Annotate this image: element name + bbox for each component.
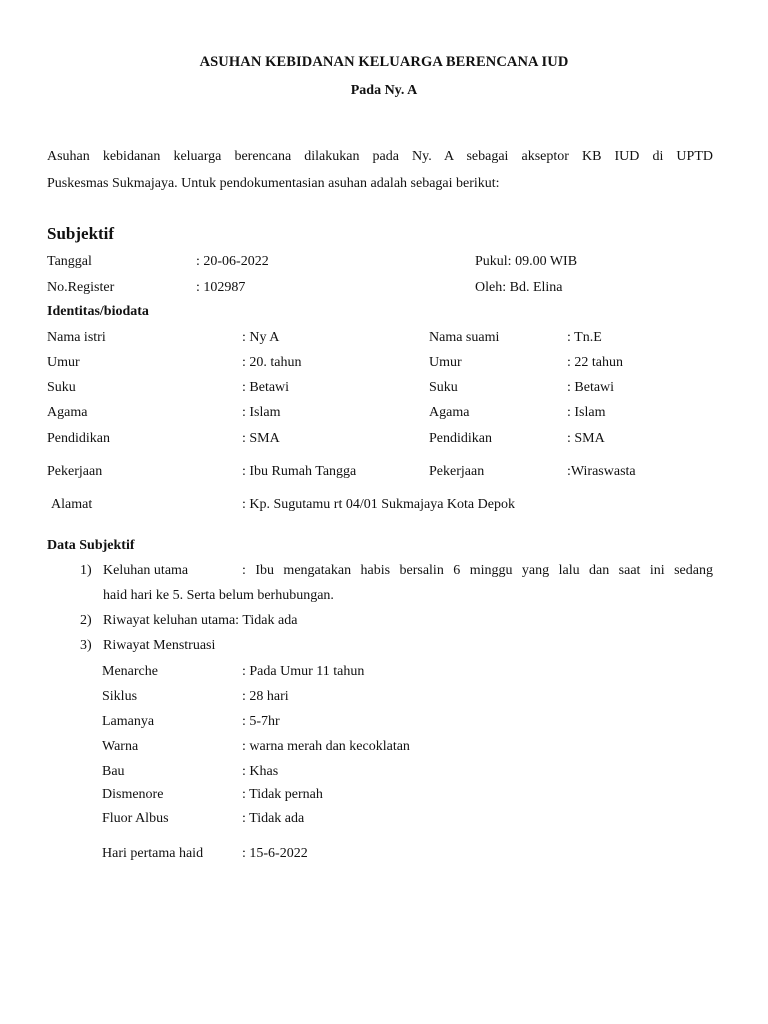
fluor-albus-value: : Tidak ada [242, 811, 305, 826]
hari-pertama-haid-value: : 15-6-2022 [242, 846, 308, 861]
agama-istri-label: Agama [47, 405, 88, 420]
pendidikan-istri-value: : SMA [242, 431, 280, 446]
hari-pertama-haid-label: Hari pertama haid [102, 846, 204, 861]
keluhan-utama-continuation: haid hari ke 5. Serta belum berhubungan. [103, 588, 334, 603]
alamat-label: Alamat [51, 497, 93, 512]
suku-suami-label: Suku [429, 380, 458, 395]
umur-suami-value: : 22 tahun [567, 355, 623, 370]
dismenore-value: : Tidak pernah [242, 787, 323, 802]
pekerjaan-istri-label: Pekerjaan [47, 464, 103, 479]
register-value: : 102987 [196, 280, 246, 295]
lamanya-label: Lamanya [102, 714, 155, 729]
dismenore-label: Dismenore [102, 787, 164, 802]
umur-suami-label: Umur [429, 355, 462, 370]
lamanya-value: : 5-7hr [242, 714, 280, 729]
warna-value: : warna merah dan kecoklatan [242, 739, 410, 754]
siklus-value: : 28 hari [242, 689, 289, 704]
riwayat-keluhan-text: Riwayat keluhan utama: Tidak ada [103, 613, 298, 628]
keluhan-utama-label: Keluhan utama [103, 563, 189, 578]
fluor-albus-label: Fluor Albus [102, 811, 169, 826]
register-label: No.Register [47, 280, 115, 295]
pendidikan-istri-label: Pendidikan [47, 431, 110, 446]
menarche-value: : Pada Umur 11 tahun [242, 664, 365, 679]
document-title: ASUHAN KEBIDANAN KELUARGA BERENCANA IUD [199, 54, 569, 70]
tanggal-value: : 20-06-2022 [196, 254, 269, 269]
menarche-label: Menarche [102, 664, 158, 679]
pekerjaan-istri-value: : Ibu Rumah Tangga [242, 464, 357, 479]
suku-istri-label: Suku [47, 380, 76, 395]
suku-suami-value: : Betawi [567, 380, 615, 395]
intro-line-2: Puskesmas Sukmajaya. Untuk pendokumentasian asuhan adalah sebagai berikut: [47, 176, 500, 191]
pendidikan-suami-value: : SMA [567, 431, 605, 446]
data-subjektif-heading: Data Subjektif [47, 538, 135, 553]
agama-suami-value: : Islam [567, 405, 606, 420]
keluhan-utama-text: : Ibu mengatakan habis bersalin 6 minggu yang lalu dan saat ini sedang [242, 563, 713, 578]
pekerjaan-suami-value: :Wiraswasta [567, 464, 636, 479]
pukul-value: Pukul: 09.00 WIB [475, 254, 578, 269]
istri-value: : Ny A [242, 330, 280, 345]
agama-suami-label: Agama [429, 405, 470, 420]
tanggal-label: Tanggal [47, 254, 92, 269]
item1-number: 1) [80, 563, 92, 578]
agama-istri-value: : Islam [242, 405, 281, 420]
istri-label: Nama istri [47, 330, 106, 345]
umur-istri-value: : 20. tahun [242, 355, 302, 370]
bau-value: : Khas [242, 764, 279, 779]
pendidikan-suami-label: Pendidikan [429, 431, 492, 446]
item3-number: 3) [80, 638, 92, 653]
identitas-heading: Identitas/biodata [47, 304, 149, 319]
alamat-value: : Kp. Sugutamu rt 04/01 Sukmajaya Kota Depok [242, 497, 515, 512]
siklus-label: Siklus [102, 689, 138, 704]
pekerjaan-suami-label: Pekerjaan [429, 464, 485, 479]
suami-label: Nama suami [429, 330, 500, 345]
intro-line-1: Asuhan kebidanan keluarga berencana dilakukan pada Ny. A sebagai akseptor KB IUD di UPTD [47, 149, 713, 164]
suku-istri-value: : Betawi [242, 380, 290, 395]
bau-label: Bau [102, 764, 125, 779]
umur-istri-label: Umur [47, 355, 80, 370]
suami-value: : Tn.E [567, 330, 602, 345]
section-heading-subjektif: Subjektif [47, 224, 115, 243]
oleh-value: Oleh: Bd. Elina [475, 280, 563, 295]
warna-label: Warna [102, 739, 139, 754]
item2-number: 2) [80, 613, 92, 628]
riwayat-menstruasi-text: Riwayat Menstruasi [103, 638, 216, 653]
document-subtitle: Pada Ny. A [350, 83, 418, 98]
